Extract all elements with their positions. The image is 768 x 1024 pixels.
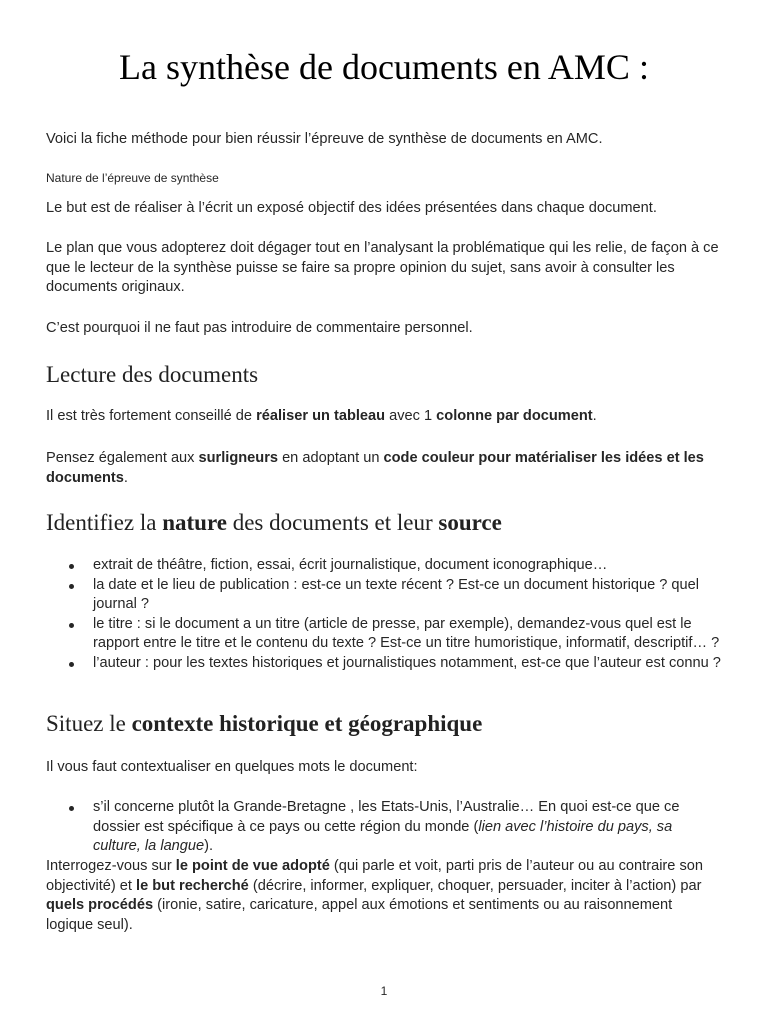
bold-span: source bbox=[438, 510, 502, 535]
context-paragraph-1: Il vous faut contextualiser en quelques mots le document: bbox=[46, 759, 418, 775]
bold-span: le but recherché bbox=[136, 877, 249, 894]
bullet-icon bbox=[69, 806, 74, 811]
lecture-heading: Lecture des documents bbox=[46, 362, 259, 387]
text-span: (qui parle et voit, parti pris de l’auteur ou au contraire son objectivité) et bbox=[46, 858, 703, 894]
list-item bbox=[46, 615, 722, 654]
bold-span: nature bbox=[162, 510, 227, 535]
context-heading bbox=[46, 710, 482, 738]
list-item-text: le titre : si le document a un titre (article de presse, par exemple), demandez-vous quel est le rapport entre le titre et le contenu du texte ? Est-ce un titre humoristique, informatif, descriptif… ? bbox=[93, 615, 720, 651]
lecture-paragraph-1 bbox=[46, 407, 722, 427]
text-span: Situez le bbox=[46, 711, 132, 736]
intro-paragraph: Voici la fiche méthode pour bien réussir l’épreuve de synthèse de documents en AMC. bbox=[46, 131, 603, 147]
identify-heading bbox=[46, 509, 502, 537]
text-span: avec 1 bbox=[385, 408, 437, 424]
list-item-text: extrait de théâtre, fiction, essai, écrit journalistique, document iconographique… bbox=[93, 557, 608, 573]
text-span: en adoptant un bbox=[278, 450, 384, 466]
lecture-paragraph-2 bbox=[46, 449, 722, 488]
text-span: (ironie, satire, caricature, appel aux émotions et sentiments ou au raisonnement logique seul). bbox=[46, 897, 673, 933]
goal-paragraph: Le but est de réaliser à l’écrit un exposé objectif des idées présentées dans chaque document. bbox=[46, 200, 657, 216]
text-span: Pensez également aux bbox=[46, 450, 199, 466]
bullet-icon bbox=[69, 564, 74, 569]
list-item-text: l’auteur : pour les textes historiques et journalistiques notamment, est-ce que l’auteur est connu ? bbox=[93, 654, 721, 671]
plan-paragraph: Le plan que vous adopterez doit dégager tout en l’analysant la problématique qui les relie, de façon à ce que le lecteur de la synthèse puisse se faire sa propre opinion du sujet, sans avoir à consulter les documents originaux. bbox=[46, 240, 719, 295]
page-title: La synthèse de documents en AMC : bbox=[119, 47, 649, 87]
text-span: Il est très fortement conseillé de bbox=[46, 408, 257, 424]
list-item-text: la date et le lieu de publication : est-ce un texte récent ? Est-ce un document historique ? quel journal ? bbox=[93, 576, 700, 612]
bold-span: code couleur pour matérialiser les idées et les documents bbox=[46, 450, 704, 486]
bold-span: surligneurs bbox=[198, 450, 279, 466]
text-span: des documents et leur bbox=[226, 510, 439, 535]
italic-span: lien avec l’histoire du pays, sa culture, la langue bbox=[93, 818, 673, 854]
bold-span: le point de vue adopté bbox=[175, 858, 330, 874]
text-span: Interrogez-vous sur bbox=[46, 858, 176, 874]
bullet-icon bbox=[69, 584, 74, 589]
text-span: . bbox=[123, 469, 128, 486]
bullet-icon bbox=[69, 623, 74, 628]
page-number: 1 bbox=[380, 984, 388, 998]
nature-heading: Nature de l’épreuve de synthèse bbox=[46, 171, 219, 185]
list-item bbox=[46, 556, 722, 576]
bold-span: réaliser un tableau bbox=[256, 408, 386, 424]
text-span: s’il concerne plutôt la Grande-Bretagne , les Etats-Unis, l’Australie… En quoi est-ce que ce dossier est spécifique à ce pays ou cette région du monde ( bbox=[93, 799, 680, 835]
text-span: ). bbox=[204, 838, 214, 854]
bold-span: quels procédés bbox=[46, 897, 154, 913]
text-span: (décrire, informer, expliquer, choquer, persuader, inciter à l’action) par bbox=[248, 877, 702, 894]
context-list bbox=[46, 798, 722, 857]
identify-list bbox=[46, 556, 722, 673]
list-item bbox=[46, 576, 722, 615]
list-item bbox=[46, 654, 722, 674]
bullet-icon bbox=[69, 662, 74, 667]
no-comment-paragraph: C’est pourquoi il ne faut pas introduire de commentaire personnel. bbox=[46, 320, 473, 336]
bold-span: contexte historique et géographique bbox=[131, 711, 483, 736]
list-item bbox=[46, 798, 722, 857]
text-span: . bbox=[592, 408, 597, 424]
bold-span: colonne par document bbox=[436, 408, 593, 424]
text-span: Identifiez la bbox=[46, 510, 163, 535]
context-paragraph-2 bbox=[46, 857, 722, 935]
